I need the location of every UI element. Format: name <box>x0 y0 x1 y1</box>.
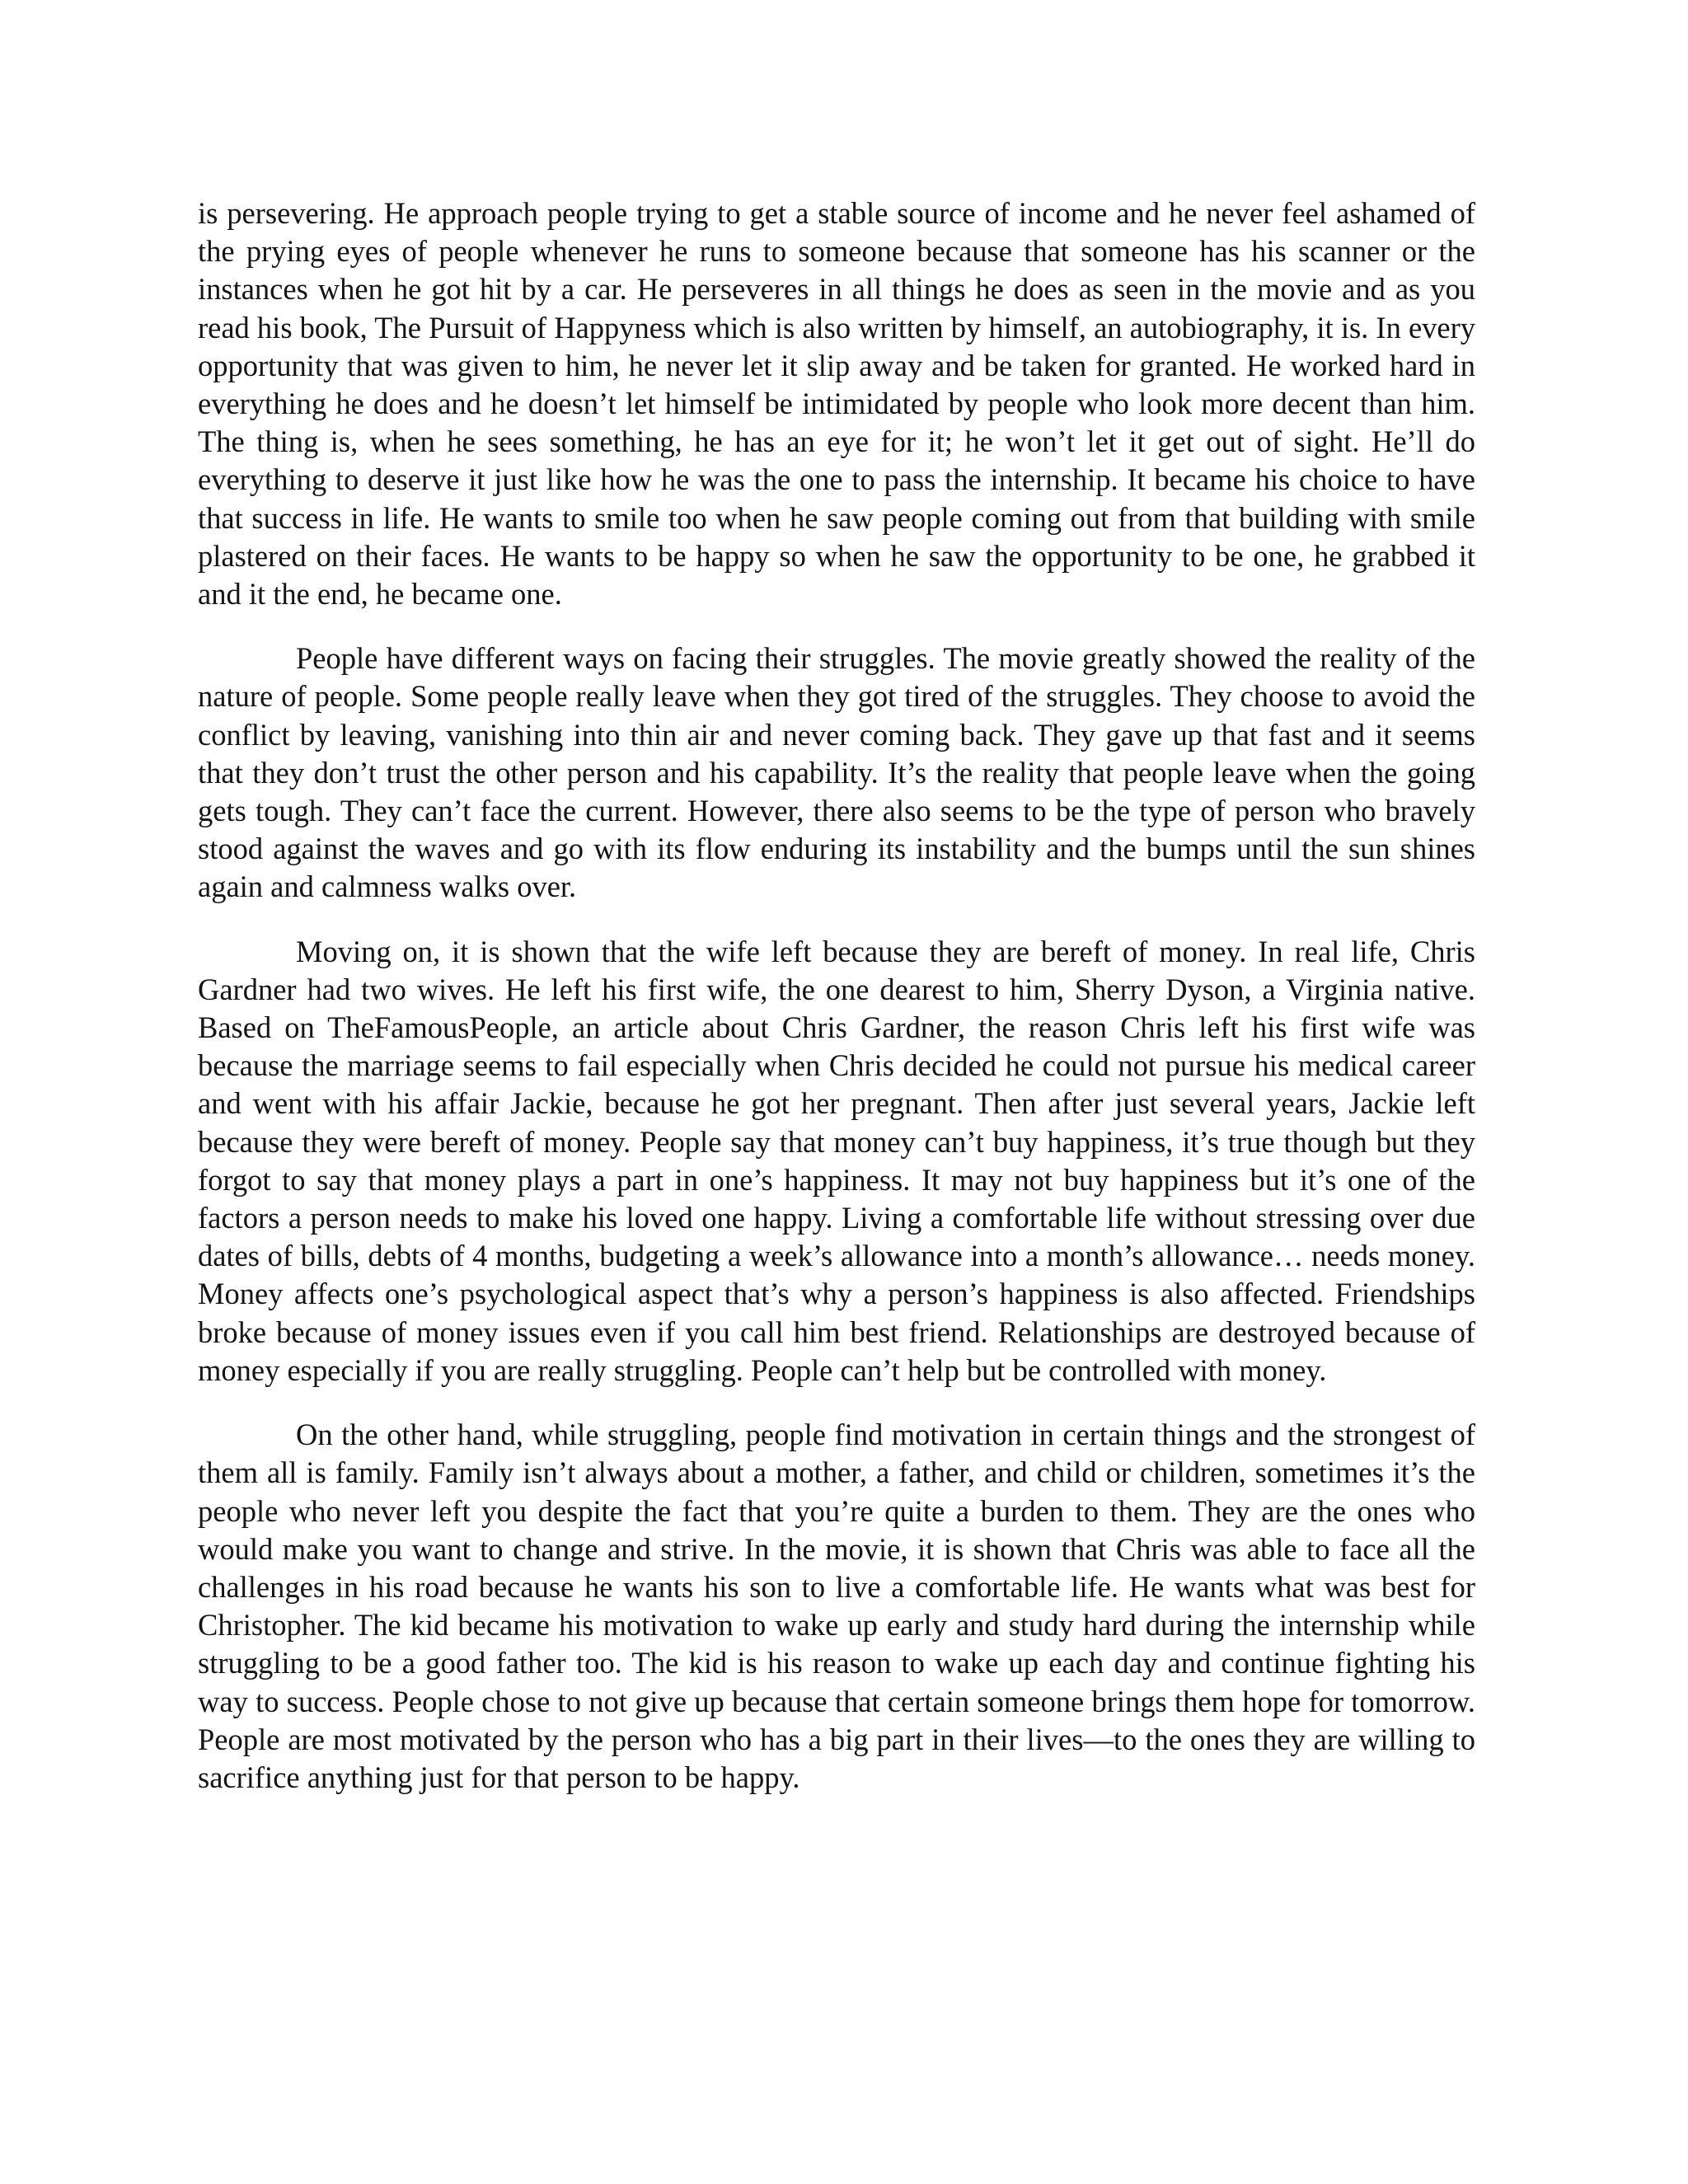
paragraph-1: is persevering. He approach people trying to get a stable source of income and he never feel ashamed of the prying eyes of people whenever he runs to someone because that someone has his scanner or the instances when he got hit by a car. He perseveres in all things he does as seen in the movie and as you read his book, The Pursuit of Happyness which is also written by himself, an autobiography, it is. In every opportunity that was given to him, he never let it slip away and be taken for granted. He worked hard in everything he does and he doesn’t let himself be intimidated by people who look more decent than him. The thing is, when he sees something, he has an eye for it; he won’t let it get out of sight. He’ll do everything to deserve it just like how he was the one to pass the internship. It became his choice to have that success in life. He wants to smile too when he saw people coming out from that building with smile plastered on their faces. He wants to be happy so when he saw the opportunity to be one, he grabbed it and it the end, he became one. <box>198 196 1475 612</box>
document-body <box>198 194 1475 1823</box>
paragraph-2: People have different ways on facing their struggles. The movie greatly showed the reality of the nature of people. Some people really leave when they got tired of the struggles. They choose to avoid the conflict by leaving, vanishing into thin air and never coming back. They gave up that fast and it seems that they don’t trust the other person and his capability. It’s the reality that people leave when the going gets tough. They can’t face the current. However, there also seems to be the type of person who bravely stood against the waves and go with its flow enduring its instability and the bumps until the sun shines again and calmness walks over. <box>198 641 1475 904</box>
paragraph-3: Moving on, it is shown that the wife left because they are bereft of money. In real life, Chris Gardner had two wives. He left his first wife, the one dearest to him, Sherry Dyson, a Virginia native. Based on TheFamousPeople, an article about Chris Gardner, the reason Chris left his first wife was because the marriage seems to fail especially when Chris decided he could not pursue his medical career and went with his affair Jackie, because he got her pregnant. Then after just several years, Jackie left because they were bereft of money. People say that money can’t buy happiness, it’s true though but they forgot to say that money plays a part in one’s happiness. It may not buy happiness but it’s one of the factors a person needs to make his loved one happy. Living a comfortable life without stressing over due dates of bills, debts of 4 months, budgeting a week’s allowance into a month’s allowance… needs money. Money affects one’s psychological aspect that’s why a person’s happiness is also affected. Friendships broke because of money issues even if you call him best friend. Relationships are destroyed because of money especially if you are really struggling. People can’t help but be controlled with money. <box>198 934 1475 1387</box>
paragraph-4: On the other hand, while struggling, people find motivation in certain things and the strongest of them all is family. Family isn’t always about a mother, a father, and child or children, sometimes it’s the people who never left you despite the fact that you’re quite a burden to them. They are the ones who would make you want to change and strive. In the movie, it is shown that Chris was able to face all the challenges in his road because he wants his son to live a comfortable life. He wants what was best for Christopher. The kid became his motivation to wake up early and study hard during the internship while struggling to be a good father too. The kid is his reason to wake up each day and continue fighting his way to success. People chose to not give up because that certain someone brings them hope for tomorrow. People are most motivated by the person who has a big part in their lives—to the ones they are willing to sacrifice anything just for that person to be happy. <box>198 1418 1475 1794</box>
